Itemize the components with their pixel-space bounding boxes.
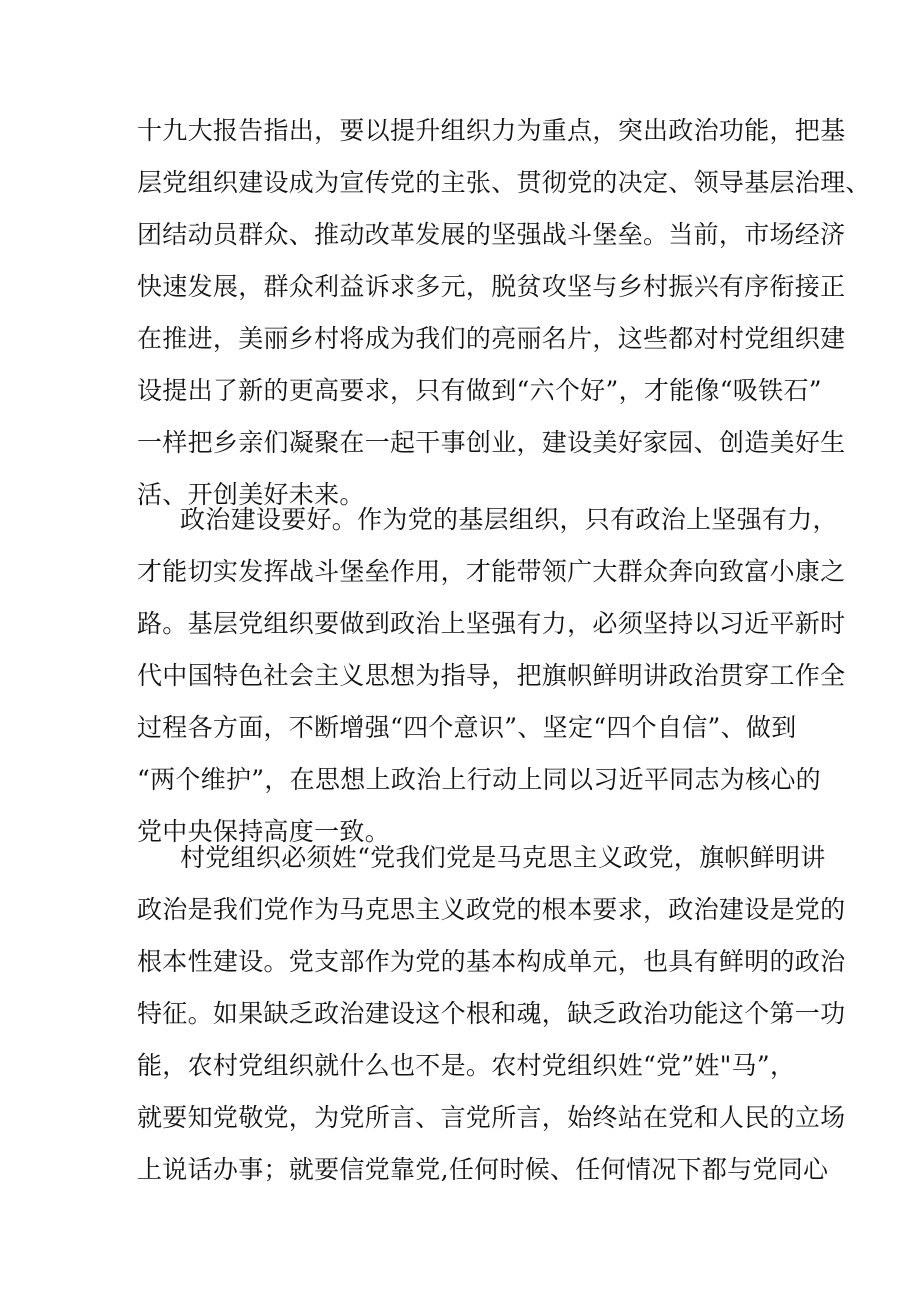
- text-line: 快速发展，群众利益诉求多元，脱贫攻坚与乡村振兴有序衔接正: [137, 272, 846, 301]
- text-line: 党中央保持高度一致。: [137, 817, 391, 846]
- text-line: 在推进，美丽乡村将成为我们的亮丽名片，这些都对村党组织建: [137, 324, 846, 353]
- text-line: 政治建设要好。作为党的基层组织，只有政治上坚强有力，: [180, 505, 838, 534]
- paragraph-3: [137, 832, 846, 1196]
- text-line: 才能切实发挥战斗堡垒作用，才能带领广大群众奔向致富小康之: [137, 557, 846, 586]
- text-line: 一样把乡亲们凝聚在一起干事创业，建设美好家园、创造美好生: [137, 428, 846, 457]
- text-line: 政治是我们党作为马克思主义政党的根本要求，政治建设是党的: [137, 895, 846, 924]
- text-line: 根本性建设。党支部作为党的基本构成单元，也具有鲜明的政治: [137, 947, 846, 976]
- text-line: 团结动员群众、推动改革发展的坚强战斗堡垒。当前，市场经济: [137, 220, 846, 249]
- text-line: 能，农村党组织就什么也不是。农村党组织姓“党”姓"马”，: [137, 1051, 796, 1080]
- text-line: 就要知党敬党，为党所言、言党所言，始终站在党和人民的立场: [137, 1103, 846, 1132]
- text-line: 村党组织必须姓“党我们党是马克思主义政党，旗帜鲜明讲: [180, 843, 826, 872]
- paragraph-1: [137, 105, 871, 521]
- text-line: 活、开创美好未来。: [137, 480, 365, 509]
- text-line: “两个维护”，在思想上政治上行动上同以习近平同志为核心的: [137, 765, 821, 794]
- text-line: 层党组织建设成为宣传党的主张、贯彻党的决定、领导基层治理、: [137, 168, 871, 197]
- text-line: 路。基层党组织要做到政治上坚强有力，必须坚持以习近平新时: [137, 609, 846, 638]
- text-line: 上说话办事；就要信党靠党,任何时候、任何情况下都与党同心: [137, 1155, 829, 1184]
- text-line: 十九大报告指出，要以提升组织力为重点，突出政治功能，把基: [137, 116, 846, 145]
- text-line: 设提出了新的更高要求，只有做到“六个好”，才能像“吸铁石”: [137, 376, 822, 405]
- text-line: 过程各方面，不断增强“四个意识”、坚定“四个自信”、做到: [137, 713, 797, 742]
- text-line: 代中国特色社会主义思想为指导，把旗帜鲜明讲政治贯穿工作全: [137, 661, 846, 690]
- text-line: 特征。如果缺乏政治建设这个根和魂，缺乏政治功能这个第一功: [137, 999, 846, 1028]
